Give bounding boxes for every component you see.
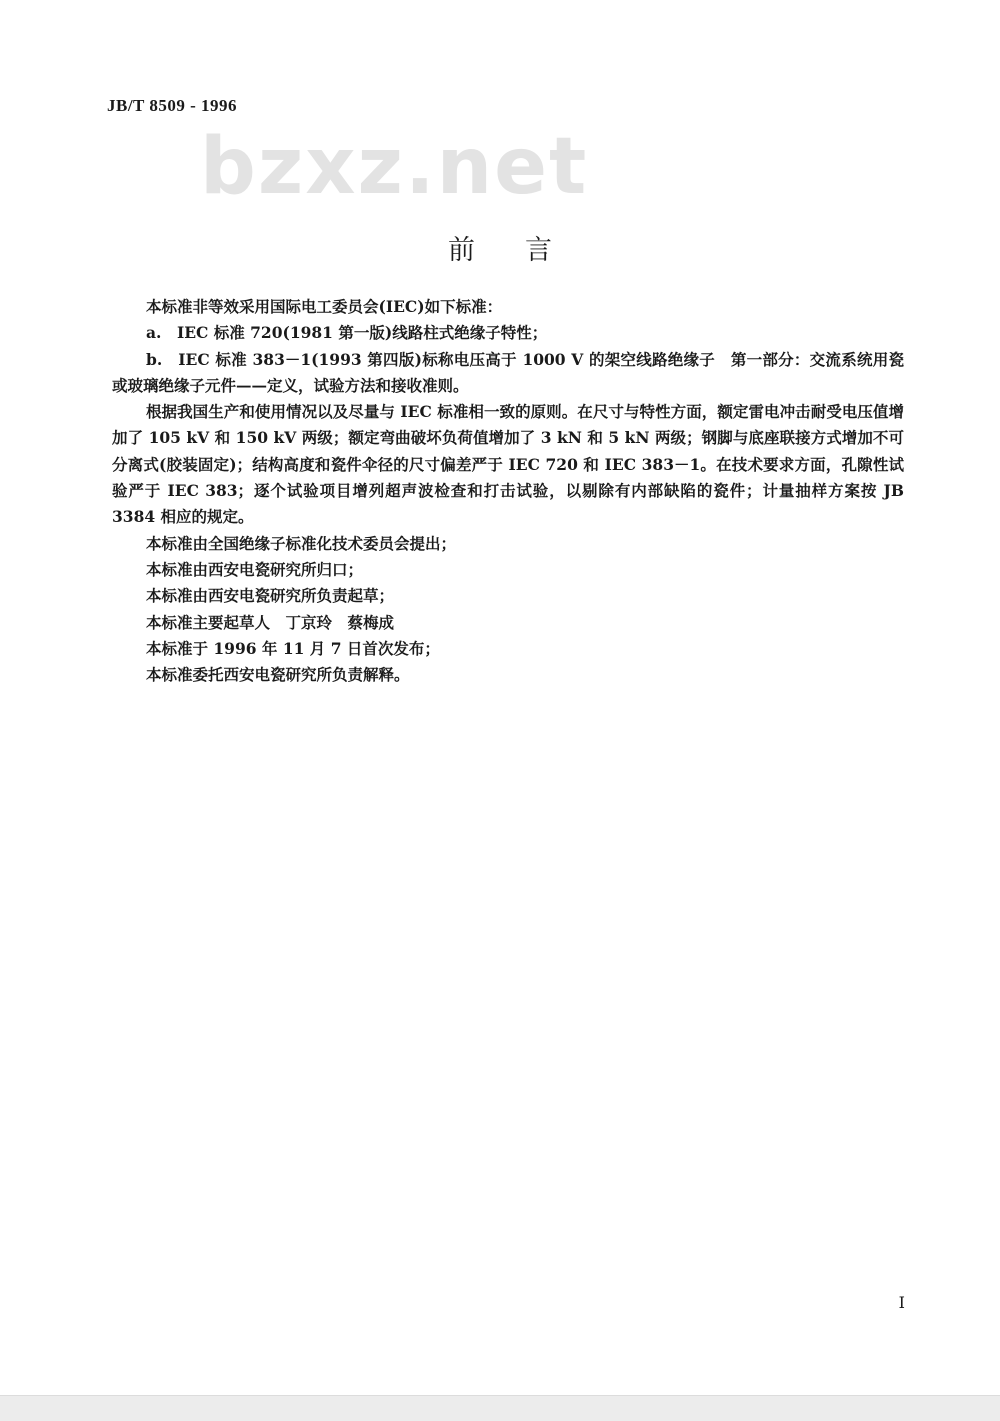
viewer-bottom-bar xyxy=(0,1395,1000,1421)
watermark-logo: bzxz.net xyxy=(200,122,589,212)
paragraph-release: 本标准于 1996 年 11 月 7 日首次发布； xyxy=(146,638,440,658)
paragraph-centralized: 本标准由西安电瓷研究所归口； xyxy=(146,559,364,579)
paragraph-intro: 本标准非等效采用国际电工委员会(IEC)如下标准： xyxy=(146,297,503,316)
paragraph-item-b: b. IEC 标准 383－1(1993 第四版)标称电压高于 1000 V 的架空线路绝缘子 第一部分：交流系统用瓷或玻璃绝缘子元件——定义，试验方法和接收准则。 xyxy=(112,349,904,395)
document-code: JB/T 8509 - 1996 xyxy=(107,96,238,115)
page-title: 前言 xyxy=(448,235,602,266)
foreword-body xyxy=(112,294,904,688)
paragraph-item-a: a. IEC 标准 720(1981 第一版)线路柱式绝缘子特性； xyxy=(146,323,548,343)
paragraph-drafter: 本标准由西安电瓷研究所负责起草； xyxy=(146,586,395,606)
paragraph-principles: 根据我国生产和使用情况以及尽量与 IEC 标准相一致的原则。在尺寸与特性方面，额定雷电冲击耐受电压值增加了 105 kV 和 150 kV 两级；额定弯曲破坏负荷值增加了 3 kN 和 5 kN 两级；钢脚与底座联接方式增加不可分离式(胶装固定)；结构高度和瓷件伞径的尺寸偏差严于 IEC 720 和 IEC 383－1。在技术要求方面，孔隙性试验严于 IEC 383；逐个试验项目增列超声波检查和打击试验，以剔除有内部缺陷的瓷件；计量抽样方案按 JB 3384 相应的规定。 xyxy=(112,402,904,527)
paragraph-interpretation: 本标准委托西安电瓷研究所负责解释。 xyxy=(146,665,410,685)
page-number: I xyxy=(898,1293,905,1312)
paragraph-proposer: 本标准由全国绝缘子标准化技术委员会提出； xyxy=(146,533,457,553)
paragraph-authors: 本标准主要起草人 丁京玲 蔡梅成 xyxy=(146,612,395,632)
